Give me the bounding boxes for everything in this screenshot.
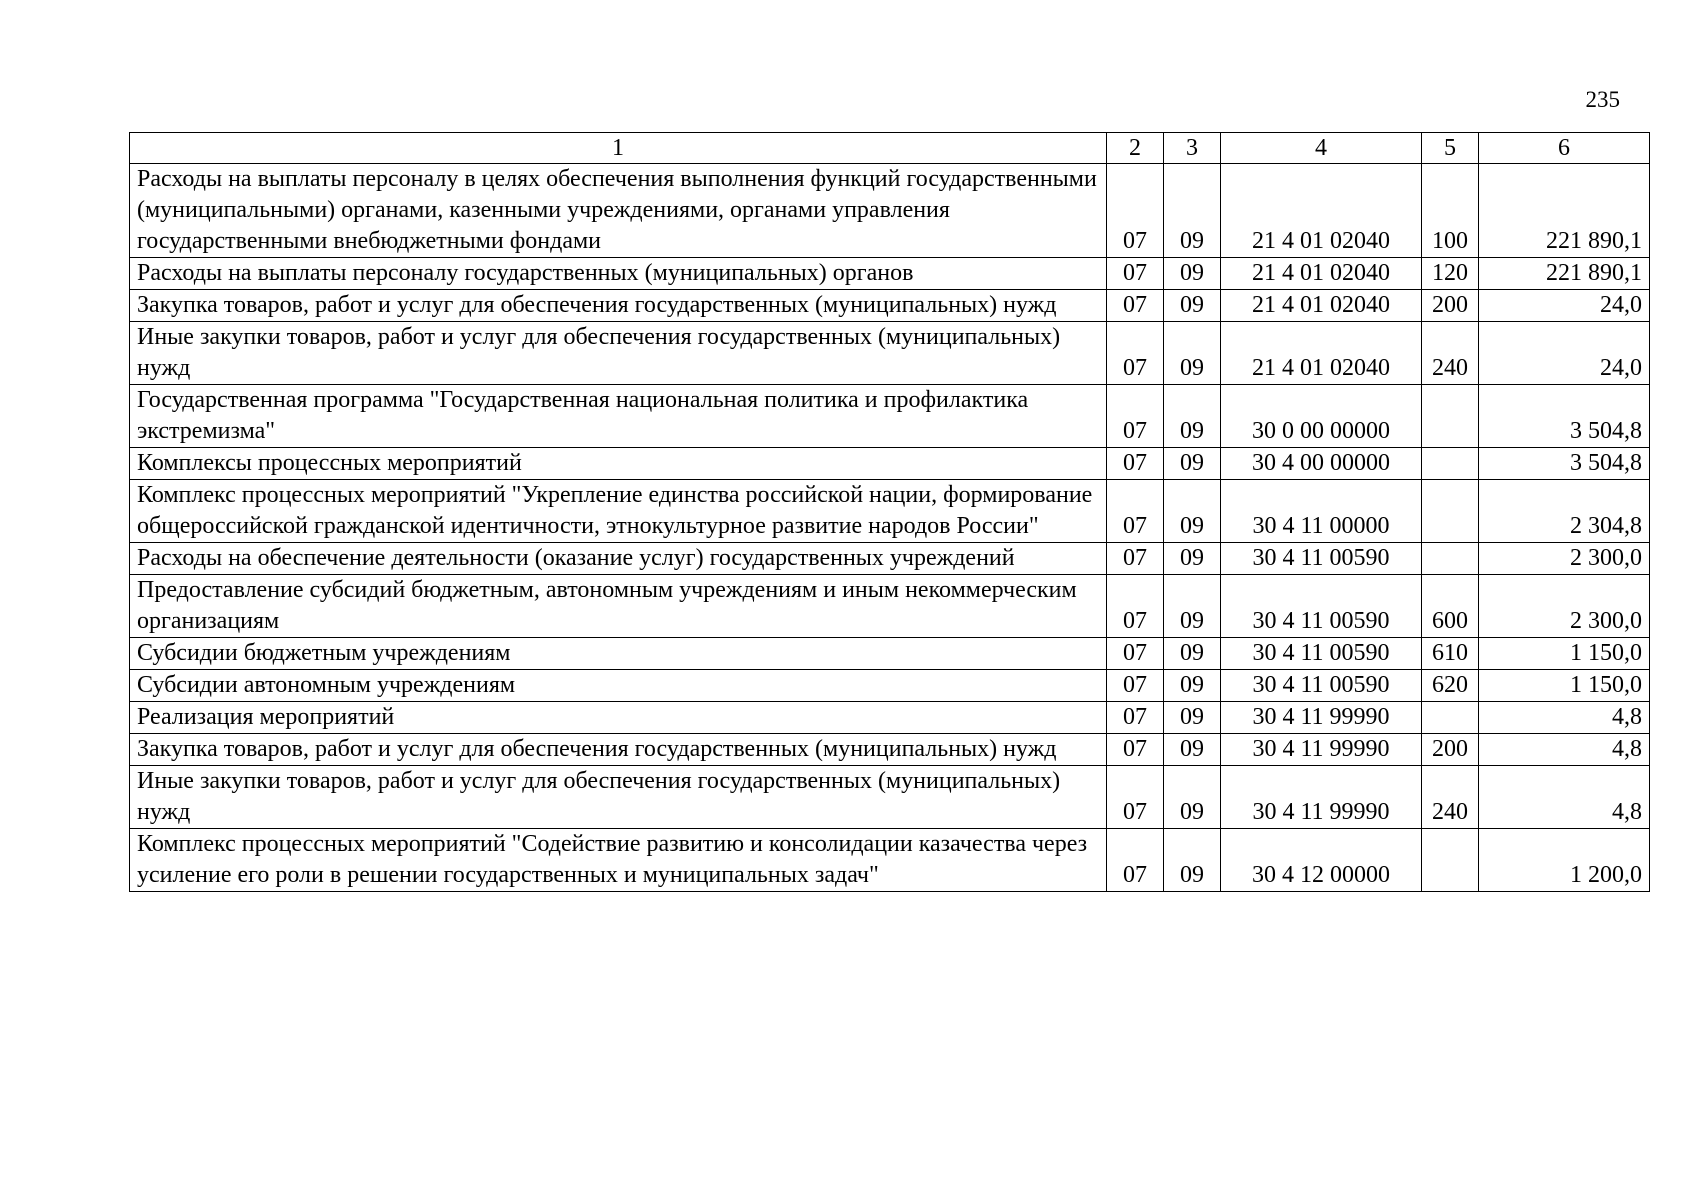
row-amount-cell: 1 150,0 bbox=[1479, 638, 1650, 670]
table-row bbox=[130, 766, 1650, 829]
row-section-cell: 07 bbox=[1107, 290, 1164, 322]
row-target-article-cell: 30 4 11 00590 bbox=[1221, 638, 1422, 670]
row-subsection-cell: 09 bbox=[1164, 385, 1221, 448]
row-expense-type-cell bbox=[1422, 543, 1479, 575]
page-number: 235 bbox=[1585, 87, 1620, 112]
row-target-article-cell: 21 4 01 02040 bbox=[1221, 290, 1422, 322]
header-cell: 4 bbox=[1221, 133, 1422, 164]
row-subsection-cell: 09 bbox=[1164, 448, 1221, 480]
row-amount-cell: 2 300,0 bbox=[1479, 575, 1650, 638]
row-subsection-cell: 09 bbox=[1164, 164, 1221, 258]
table-header-row bbox=[130, 133, 1650, 164]
row-target-article-cell: 21 4 01 02040 bbox=[1221, 322, 1422, 385]
row-target-article-cell: 30 4 11 99990 bbox=[1221, 734, 1422, 766]
table-row bbox=[130, 638, 1650, 670]
row-target-article-cell: 30 4 11 99990 bbox=[1221, 702, 1422, 734]
row-amount-cell: 24,0 bbox=[1479, 290, 1650, 322]
row-name-cell: Субсидии автономным учреждениям bbox=[130, 670, 1107, 702]
table-row bbox=[130, 258, 1650, 290]
row-subsection-cell: 09 bbox=[1164, 670, 1221, 702]
row-target-article-cell: 21 4 01 02040 bbox=[1221, 258, 1422, 290]
table-row bbox=[130, 322, 1650, 385]
row-name-cell: Государственная программа "Государственная национальная политика и профилактика экстремизма" bbox=[130, 385, 1107, 448]
header-cell: 6 bbox=[1479, 133, 1650, 164]
row-target-article-cell: 30 4 11 00590 bbox=[1221, 575, 1422, 638]
row-expense-type-cell bbox=[1422, 448, 1479, 480]
row-expense-type-cell: 240 bbox=[1422, 322, 1479, 385]
table-row bbox=[130, 290, 1650, 322]
row-amount-cell: 2 300,0 bbox=[1479, 543, 1650, 575]
row-expense-type-cell: 100 bbox=[1422, 164, 1479, 258]
row-expense-type-cell bbox=[1422, 702, 1479, 734]
row-amount-cell: 221 890,1 bbox=[1479, 258, 1650, 290]
row-subsection-cell: 09 bbox=[1164, 258, 1221, 290]
header-cell: 5 bbox=[1422, 133, 1479, 164]
table-row bbox=[130, 448, 1650, 480]
row-subsection-cell: 09 bbox=[1164, 575, 1221, 638]
row-section-cell: 07 bbox=[1107, 766, 1164, 829]
row-expense-type-cell bbox=[1422, 480, 1479, 543]
row-target-article-cell: 30 4 11 00590 bbox=[1221, 543, 1422, 575]
row-expense-type-cell: 200 bbox=[1422, 734, 1479, 766]
table-row bbox=[130, 543, 1650, 575]
row-amount-cell: 4,8 bbox=[1479, 734, 1650, 766]
row-expense-type-cell bbox=[1422, 385, 1479, 448]
row-name-cell: Расходы на выплаты персоналу государственных (муниципальных) органов bbox=[130, 258, 1107, 290]
row-name-cell: Иные закупки товаров, работ и услуг для обеспечения государственных (муниципальных) нужд bbox=[130, 766, 1107, 829]
row-amount-cell: 24,0 bbox=[1479, 322, 1650, 385]
row-name-cell: Реализация мероприятий bbox=[130, 702, 1107, 734]
row-subsection-cell: 09 bbox=[1164, 702, 1221, 734]
row-expense-type-cell: 620 bbox=[1422, 670, 1479, 702]
row-amount-cell: 4,8 bbox=[1479, 702, 1650, 734]
row-name-cell: Комплексы процессных мероприятий bbox=[130, 448, 1107, 480]
row-section-cell: 07 bbox=[1107, 575, 1164, 638]
table-row bbox=[130, 670, 1650, 702]
row-name-cell: Субсидии бюджетным учреждениям bbox=[130, 638, 1107, 670]
row-target-article-cell: 30 4 00 00000 bbox=[1221, 448, 1422, 480]
row-target-article-cell: 21 4 01 02040 bbox=[1221, 164, 1422, 258]
row-name-cell: Расходы на выплаты персоналу в целях обеспечения выполнения функций государственными (муниципальными) органами, казенными учреждениями, органами управления государственными внебюджетными фондами bbox=[130, 164, 1107, 258]
header-cell: 2 bbox=[1107, 133, 1164, 164]
row-expense-type-cell: 600 bbox=[1422, 575, 1479, 638]
row-section-cell: 07 bbox=[1107, 638, 1164, 670]
row-name-cell: Комплекс процессных мероприятий "Укрепление единства российской нации, формирование общероссийской гражданской идентичности, этнокультурное развитие народов России" bbox=[130, 480, 1107, 543]
row-target-article-cell: 30 4 11 00000 bbox=[1221, 480, 1422, 543]
row-subsection-cell: 09 bbox=[1164, 829, 1221, 892]
row-section-cell: 07 bbox=[1107, 322, 1164, 385]
row-amount-cell: 221 890,1 bbox=[1479, 164, 1650, 258]
row-target-article-cell: 30 4 11 99990 bbox=[1221, 766, 1422, 829]
budget-table bbox=[129, 132, 1650, 892]
row-subsection-cell: 09 bbox=[1164, 638, 1221, 670]
table-row bbox=[130, 734, 1650, 766]
row-section-cell: 07 bbox=[1107, 385, 1164, 448]
row-section-cell: 07 bbox=[1107, 448, 1164, 480]
row-target-article-cell: 30 4 11 00590 bbox=[1221, 670, 1422, 702]
table-row bbox=[130, 385, 1650, 448]
row-subsection-cell: 09 bbox=[1164, 480, 1221, 543]
row-name-cell: Закупка товаров, работ и услуг для обеспечения государственных (муниципальных) нужд bbox=[130, 734, 1107, 766]
row-section-cell: 07 bbox=[1107, 164, 1164, 258]
table-row bbox=[130, 164, 1650, 258]
table-row bbox=[130, 480, 1650, 543]
row-amount-cell: 1 150,0 bbox=[1479, 670, 1650, 702]
row-subsection-cell: 09 bbox=[1164, 734, 1221, 766]
row-name-cell: Расходы на обеспечение деятельности (оказание услуг) государственных учреждений bbox=[130, 543, 1107, 575]
row-subsection-cell: 09 bbox=[1164, 543, 1221, 575]
row-subsection-cell: 09 bbox=[1164, 322, 1221, 385]
row-section-cell: 07 bbox=[1107, 670, 1164, 702]
row-name-cell: Предоставление субсидий бюджетным, автономным учреждениям и иным некоммерческим организациям bbox=[130, 575, 1107, 638]
row-target-article-cell: 30 4 12 00000 bbox=[1221, 829, 1422, 892]
row-expense-type-cell: 610 bbox=[1422, 638, 1479, 670]
row-name-cell: Комплекс процессных мероприятий "Содействие развитию и консолидации казачества через усиление его роли в решении государственных и муниципальных задач" bbox=[130, 829, 1107, 892]
row-section-cell: 07 bbox=[1107, 734, 1164, 766]
row-amount-cell: 4,8 bbox=[1479, 766, 1650, 829]
row-amount-cell: 3 504,8 bbox=[1479, 448, 1650, 480]
row-subsection-cell: 09 bbox=[1164, 290, 1221, 322]
row-section-cell: 07 bbox=[1107, 543, 1164, 575]
row-expense-type-cell bbox=[1422, 829, 1479, 892]
header-cell: 3 bbox=[1164, 133, 1221, 164]
header-cell: 1 bbox=[130, 133, 1107, 164]
row-section-cell: 07 bbox=[1107, 702, 1164, 734]
row-expense-type-cell: 120 bbox=[1422, 258, 1479, 290]
row-amount-cell: 1 200,0 bbox=[1479, 829, 1650, 892]
row-expense-type-cell: 200 bbox=[1422, 290, 1479, 322]
row-expense-type-cell: 240 bbox=[1422, 766, 1479, 829]
row-amount-cell: 2 304,8 bbox=[1479, 480, 1650, 543]
table-row bbox=[130, 829, 1650, 892]
row-section-cell: 07 bbox=[1107, 829, 1164, 892]
row-target-article-cell: 30 0 00 00000 bbox=[1221, 385, 1422, 448]
table-row bbox=[130, 575, 1650, 638]
row-subsection-cell: 09 bbox=[1164, 766, 1221, 829]
row-name-cell: Закупка товаров, работ и услуг для обеспечения государственных (муниципальных) нужд bbox=[130, 290, 1107, 322]
row-section-cell: 07 bbox=[1107, 480, 1164, 543]
row-amount-cell: 3 504,8 bbox=[1479, 385, 1650, 448]
table-row bbox=[130, 702, 1650, 734]
row-name-cell: Иные закупки товаров, работ и услуг для обеспечения государственных (муниципальных) нужд bbox=[130, 322, 1107, 385]
row-section-cell: 07 bbox=[1107, 258, 1164, 290]
